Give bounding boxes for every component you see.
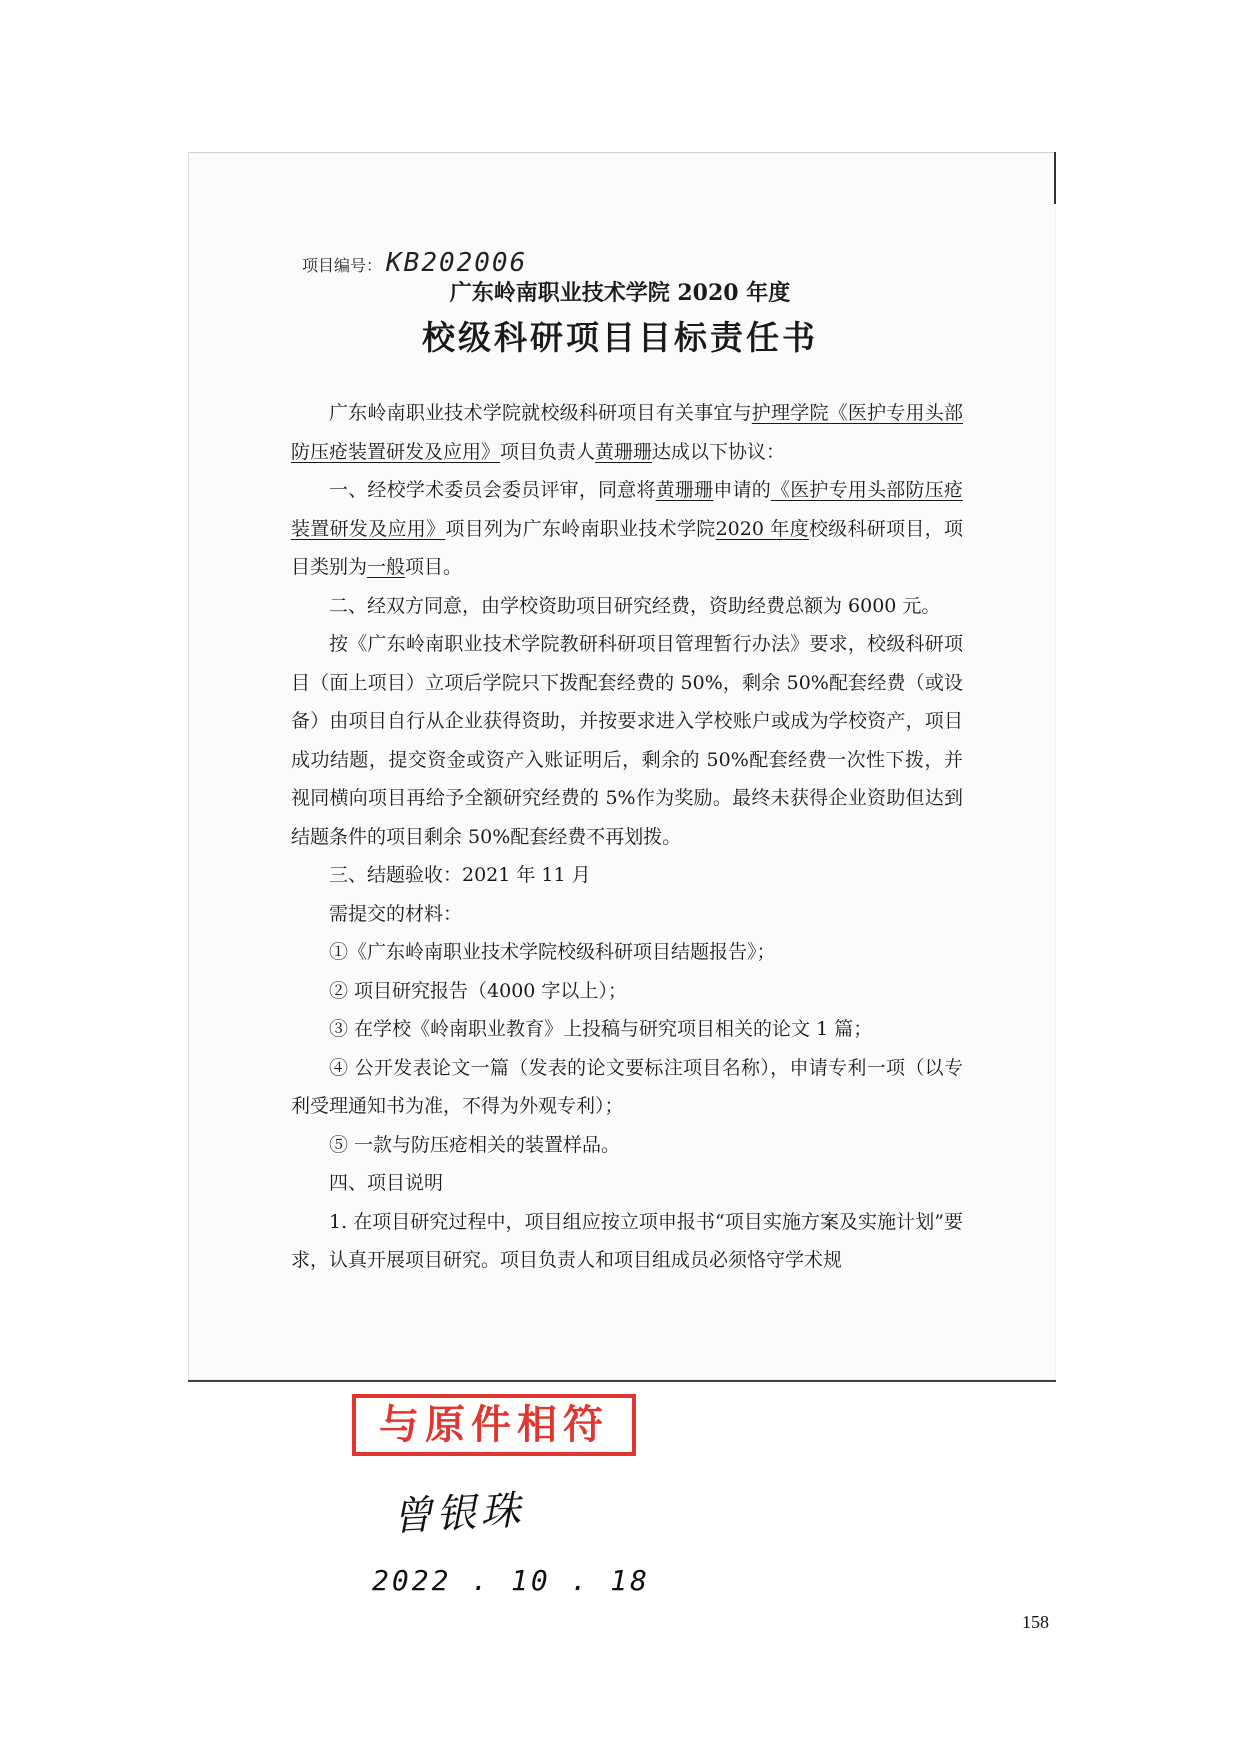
material-item-4: ④ 公开发表论文一篇（发表的论文要标注项目名称），申请专利一项（以专利受理通知书为准，不得为外观专利）； <box>291 1056 963 1117</box>
s1-category: 一般 <box>367 556 406 578</box>
intro-text-c: 项目负责人 <box>500 440 596 463</box>
s1-text-g: 校级科研项目，项目类别为 <box>291 517 963 578</box>
intro-leader-name: 黄珊珊 <box>595 440 653 463</box>
intro-paragraph <box>291 394 963 471</box>
project-number <box>302 248 527 278</box>
material-item-3: ③ 在学校《岭南职业教育》上投稿与研究项目相关的论文 1 篇； <box>329 1018 873 1040</box>
document-subtitle: 广东岭南职业技术学院 2020 年度 <box>449 280 791 306</box>
s1-applicant: 黄珊珊 <box>655 479 714 501</box>
document-body <box>291 394 963 1280</box>
section-4-heading: 四、项目说明 <box>329 1172 444 1194</box>
material-item-2: ② 项目研究报告（4000 字以上）； <box>329 979 627 1002</box>
scan-border-top <box>188 152 1056 153</box>
s1-text-a: 一、经校学术委员会委员评审，同意将 <box>329 479 656 501</box>
section-3-paragraph: 三、结题验收：2021 年 11 月 <box>329 864 591 886</box>
section-1-paragraph <box>291 471 963 587</box>
intro-project-name: 护理学院《医护专用头部防压疮装置研发及应用》 <box>291 402 963 463</box>
scan-border-bottom <box>188 1380 1056 1382</box>
document-title: 校级科研项目目标责任书 <box>422 318 818 357</box>
scan-border-right <box>1054 152 1056 204</box>
materials-heading: 需提交的材料： <box>329 902 463 925</box>
section-2-paragraph: 二、经双方同意，由学校资助项目研究经费，资助经费总额为 6000 元。 <box>329 594 941 617</box>
s1-text-e: 项目列为广东岭南职业技术学院 <box>445 517 716 540</box>
page-number: 158 <box>1022 1612 1049 1632</box>
section-2-detail-paragraph: 按《广东岭南职业技术学院教研科研项目管理暂行办法》要求，校级科研项目（面上项目）立项后学院只下拨配套经费的 50%，剩余 50%配套经费（或设备）由项目自行从企业获得资助，并按要求进入学校账户或成为学校资产，项目成功结题，提交资金或资产入账证明后，剩余的 50%配套经费一次性下拨，并视同横向项目再给予全额研究经费的 5%作为奖励。最终未获得企业资助但达到结题条件的项目剩余 50%配套经费不再划拨。 <box>291 633 963 848</box>
material-item-1: ①《广东岭南职业技术学院校级科研项目结题报告》； <box>329 941 776 963</box>
project-number-value: KB202006 <box>386 248 528 278</box>
s1-year: 2020 年度 <box>715 517 809 540</box>
intro-text-a: 广东岭南职业技术学院就校级科研项目有关事宜与 <box>329 402 752 424</box>
material-item-5: ⑤ 一款与防压疮相关的装置样品。 <box>329 1133 621 1156</box>
s1-text-i: 项目。 <box>405 556 463 578</box>
intro-text-e: 达成以下协议： <box>652 440 786 463</box>
s1-project-name: 《医护专用头部防压疮装置研发及应用》 <box>291 479 963 540</box>
section-4-item-1: 1. 在项目研究过程中，项目组应按立项申报书“项目实施方案及实施计划”要求，认真开展项目研究。项目负责人和项目组成员必须恪守学术规 <box>291 1210 963 1271</box>
certification-stamp: 与原件相符 <box>352 1394 636 1456</box>
signature-date: 2022 . 10 . 18 <box>372 1564 651 1597</box>
s1-text-c: 申请的 <box>713 479 771 501</box>
project-number-label: 项目编号： <box>302 256 383 275</box>
handwritten-signature: 曾银珠 <box>391 1487 526 1541</box>
